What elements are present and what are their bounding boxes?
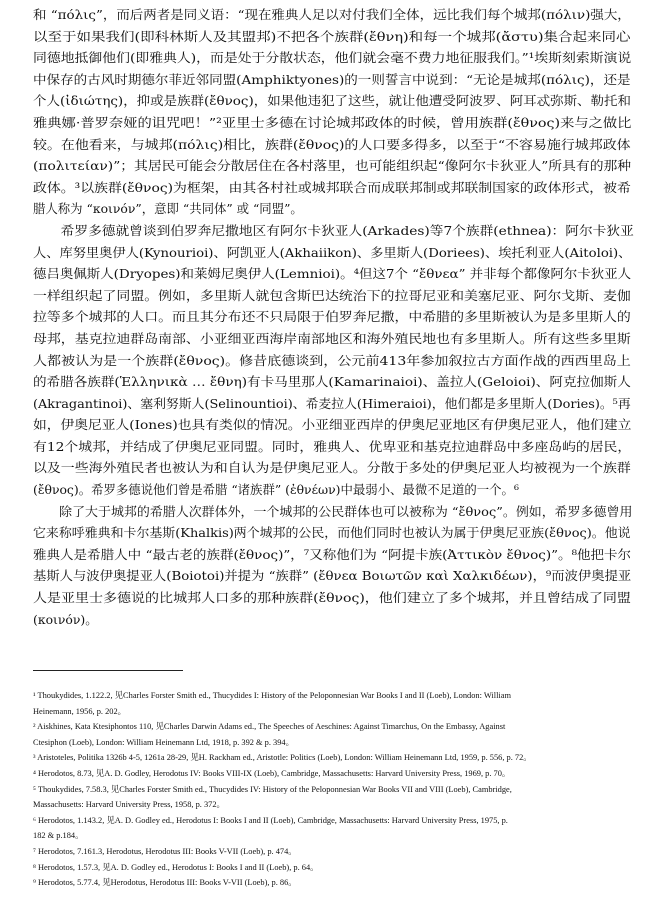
body-text: [33, 4, 634, 630]
body-line: (ἔθνος)。希罗多德说他们曾是希腊 “诸族群” (ἐθνέων)中最弱小、最微不足道的一个。⁶: [33, 482, 519, 498]
body-line: 以及一些海外殖民者也被认为和自认为是伊奥尼亚人。分散于多处的伊奥尼亚人均被视为一个族群: [33, 460, 631, 476]
footnote-line: ⁵ Thoukydides, 7.58.3, 见Charles Forster Smith ed., Thucydides IV: History of the Peloponnesian War Books VII and VIII (Loeb), Cambridge,: [33, 784, 512, 794]
footnote: [33, 875, 633, 891]
footnote-line: Ctesiphon (Loeb), London: William Heinemann Ltd, 1918, p. 392 & p. 394。: [33, 737, 294, 747]
body-line: 它来称呼雅典和卡尔基斯(Khalkis)两个城邦的公民，而他们同时也被认为属于伊奥尼亚族(ἔθνος)。他说: [33, 525, 631, 541]
footnote-line: Massachusetts: Harvard University Press, 1958, p. 372。: [33, 800, 225, 810]
body-line: 希罗多德就曾谈到伯罗奔尼撒地区有阿尔卡狄亚人(Arkades)等7个族群(ethnea)：阿尔卡狄亚: [60, 222, 634, 238]
footnote-line: ⁶ Herodotos, 1.143.2, 见A. D. Godley ed., Herodotus I: Books I and II (Loeb), Cambridge, Massachusetts: Harvard University Press, 1975, p.: [33, 815, 508, 825]
body-line: (Akragantinoi)、塞利努斯人(Selinountioi)、希麦拉人(Himeraioi)，他们都是多里斯人(Dories)。⁵再: [33, 395, 631, 411]
body-line: 和 “πόλις”，而后两者是同义语：“现在雅典人足以对付我们全体，远比我们每个城邦(πόλιν)强大，: [33, 7, 631, 22]
body-line: 拉等多个城邦的人口。而且其分布还不只局限于伯罗奔尼撒，中希腊的多里斯被认为是多里斯人的: [33, 309, 631, 325]
body-line: 腊人称为 “κοινόν”，意即 “共同体” 或 “同盟”。: [33, 201, 303, 217]
body-line: 较。在他看来，与城邦(πόλις)相比，族群(ἔθνος)的人口要多得多，以至于“不容易施行城邦政体: [33, 136, 631, 152]
footnote: [33, 782, 633, 813]
body-line: 德吕奥佩斯人(Dryopes)和莱姆尼奥伊人(Lemnioi)。⁴但这7个 “ἔθνεα” 并非每个都像阿尔卡狄亚人: [33, 266, 632, 282]
body-line: 同德地抵御他们(即雅典人)，而是处于分散状态，他们就会毫不费力地征服我们。”¹埃斯刻索斯演说: [33, 50, 632, 66]
body-line: 中保存的古风时期德尔菲近邻同盟(Amphiktyones)的一则誓言中说到：“无论是城邦(πόλις)，还是: [33, 71, 631, 87]
footnote-line: 182 & p.184。: [33, 831, 84, 841]
body-line: 个人(ἰδιώτης)，抑或是族群(ἔθνος)，如果他违犯了这些，就让他遭受阿波罗、阿耳忒弥斯、勒托和: [33, 93, 631, 109]
footnote-line: Heinemann, 1956, p. 202。: [33, 706, 127, 716]
body-line: 人、库努里奥伊人(Kynourioi)、阿凯亚人(Akhaiikon)、多里斯人(Doriees)、埃托利亚人(Aitoloi)、: [33, 244, 632, 260]
footnote-line: ⁹ Herodotos, 5.77.4, 见Herodotus, Herodotus III: Books V-VII (Loeb), p. 86。: [33, 878, 297, 888]
body-line: 如，伊奥尼亚人(Iones)也具有类似的情况。小亚细亚西岸的伊奥尼亚地区有伊奥尼亚人，他们建立: [33, 417, 632, 433]
footnote: [33, 813, 633, 844]
footnote-line: ⁴ Herodotos, 8.73, 见A. D. Godley, Herodotus IV: Books VIII-IX (Loeb), Cambridge, Massachusetts: Harvard University Press, 1969, p. 70。: [33, 768, 511, 778]
footnote-line: ¹ Thoukydides, 1.122.2, 见Charles Forster Smith ed., Thucydides I: History of the Peloponnesian War Books I and II (Loeb), London: William: [33, 691, 511, 700]
footnote: [33, 688, 633, 719]
footnote: [33, 750, 633, 766]
body-line: (πολιτείαν)”；其居民可能会分散居住在各村落里，也可能组织起“像阿尔卡狄亚人”所具有的那种: [33, 158, 632, 174]
body-line: 以至于如果我们(即科林斯人及其盟邦)不把各个族群(ἔθνη)和每一个城邦(ἄστυ)集合起来同心: [33, 28, 631, 44]
footnote-line: ⁷ Herodotos, 7.161.3, Herodotus, Herodotus III: Books V-VII (Loeb), p. 474。: [33, 846, 297, 856]
body-line: 除了大于城邦的希腊人次群体外，一个城邦的公民群体也可以被称为 “ἔθνος”。例如，希罗多德曾用: [59, 503, 633, 519]
footnote-line: ² Aiskhines, Kata Ktesiphontos 110, 见Charles Darwin Adams ed., The Speeches of Aeschines: Against Timarchus, On the Embassy, Against: [33, 722, 506, 732]
footnotes: [33, 688, 633, 891]
body-line: 母邦，基克拉迪群岛南部、小亚细亚西海岸南部地区和海外殖民地也有多里斯人。所有这些多里斯: [33, 330, 631, 346]
body-line: 雅典娜·普罗奈娅的诅咒吧！”²亚里士多德在讨论城邦政体的时候，曾用族群(ἔθνος)来与之做比: [33, 114, 632, 130]
body-line: 有12个城邦，并结成了伊奥尼亚同盟。同时，雅典人、优卑亚和基克拉迪群岛中多座岛屿的居民，: [33, 438, 632, 454]
footnote: [33, 844, 633, 860]
footnote-line: ³ Aristoteles, Politika 1326b 4-5, 1261a 28-29, 见H. Rackham ed., Aristotle: Politics (Loeb), London: William Heinemann Ltd, 1959, p. 556, p. 72。: [33, 753, 532, 763]
footnote: [33, 860, 633, 876]
footnote: [33, 766, 633, 782]
body-line: 雅典人是希腊人中 “最古老的族群(ἔθνος)”，⁷又称他们为 “阿提卡族(Ἀττικὸν ἔθνος)”。⁸他把卡尔: [33, 546, 632, 562]
footnote: [33, 719, 633, 750]
body-line: 政体。³以族群(ἔθνος)为框架，由其各村社或城邦联合而成联邦制或邦联制国家的政体形式，被希: [33, 179, 631, 195]
footnote-separator: [33, 670, 183, 671]
body-line: 一样组织起了同盟。例如，多里斯人就包含斯巴达统治下的拉哥尼亚和美塞尼亚、阿尔戈斯、麦伽: [33, 287, 631, 303]
body-line: (κοινόν)。: [33, 611, 98, 627]
body-line: 人都被认为是一个族群(ἔθνος)。修昔底德谈到，公元前413年参加叙拉古方面作战的西西里岛上: [33, 352, 631, 368]
body-line: 基斯人与波伊奥提亚人(Boiotoi)并提为 “族群” (ἔθνεα Βοιωτῶν καὶ Χαλκιδέων)，⁹而波伊奥提亚: [33, 568, 632, 584]
footnote-line: ⁸ Herodotos, 1.57.3, 见A. D. Godley ed., Herodotus I: Books I and II (Loeb), p. 64。: [33, 862, 319, 872]
body-line: 人是亚里士多德说的比城邦人口多的那种族群(ἔθνος)，他们建立了多个城邦，并且曾结成了同盟: [33, 590, 631, 606]
body-line: 的希腊各族群(Ἑλληνικὰ … ἔθνη)有卡马里那人(Kamarinaioi)、盖拉人(Geloioi)、阿克拉伽斯人: [33, 374, 631, 390]
